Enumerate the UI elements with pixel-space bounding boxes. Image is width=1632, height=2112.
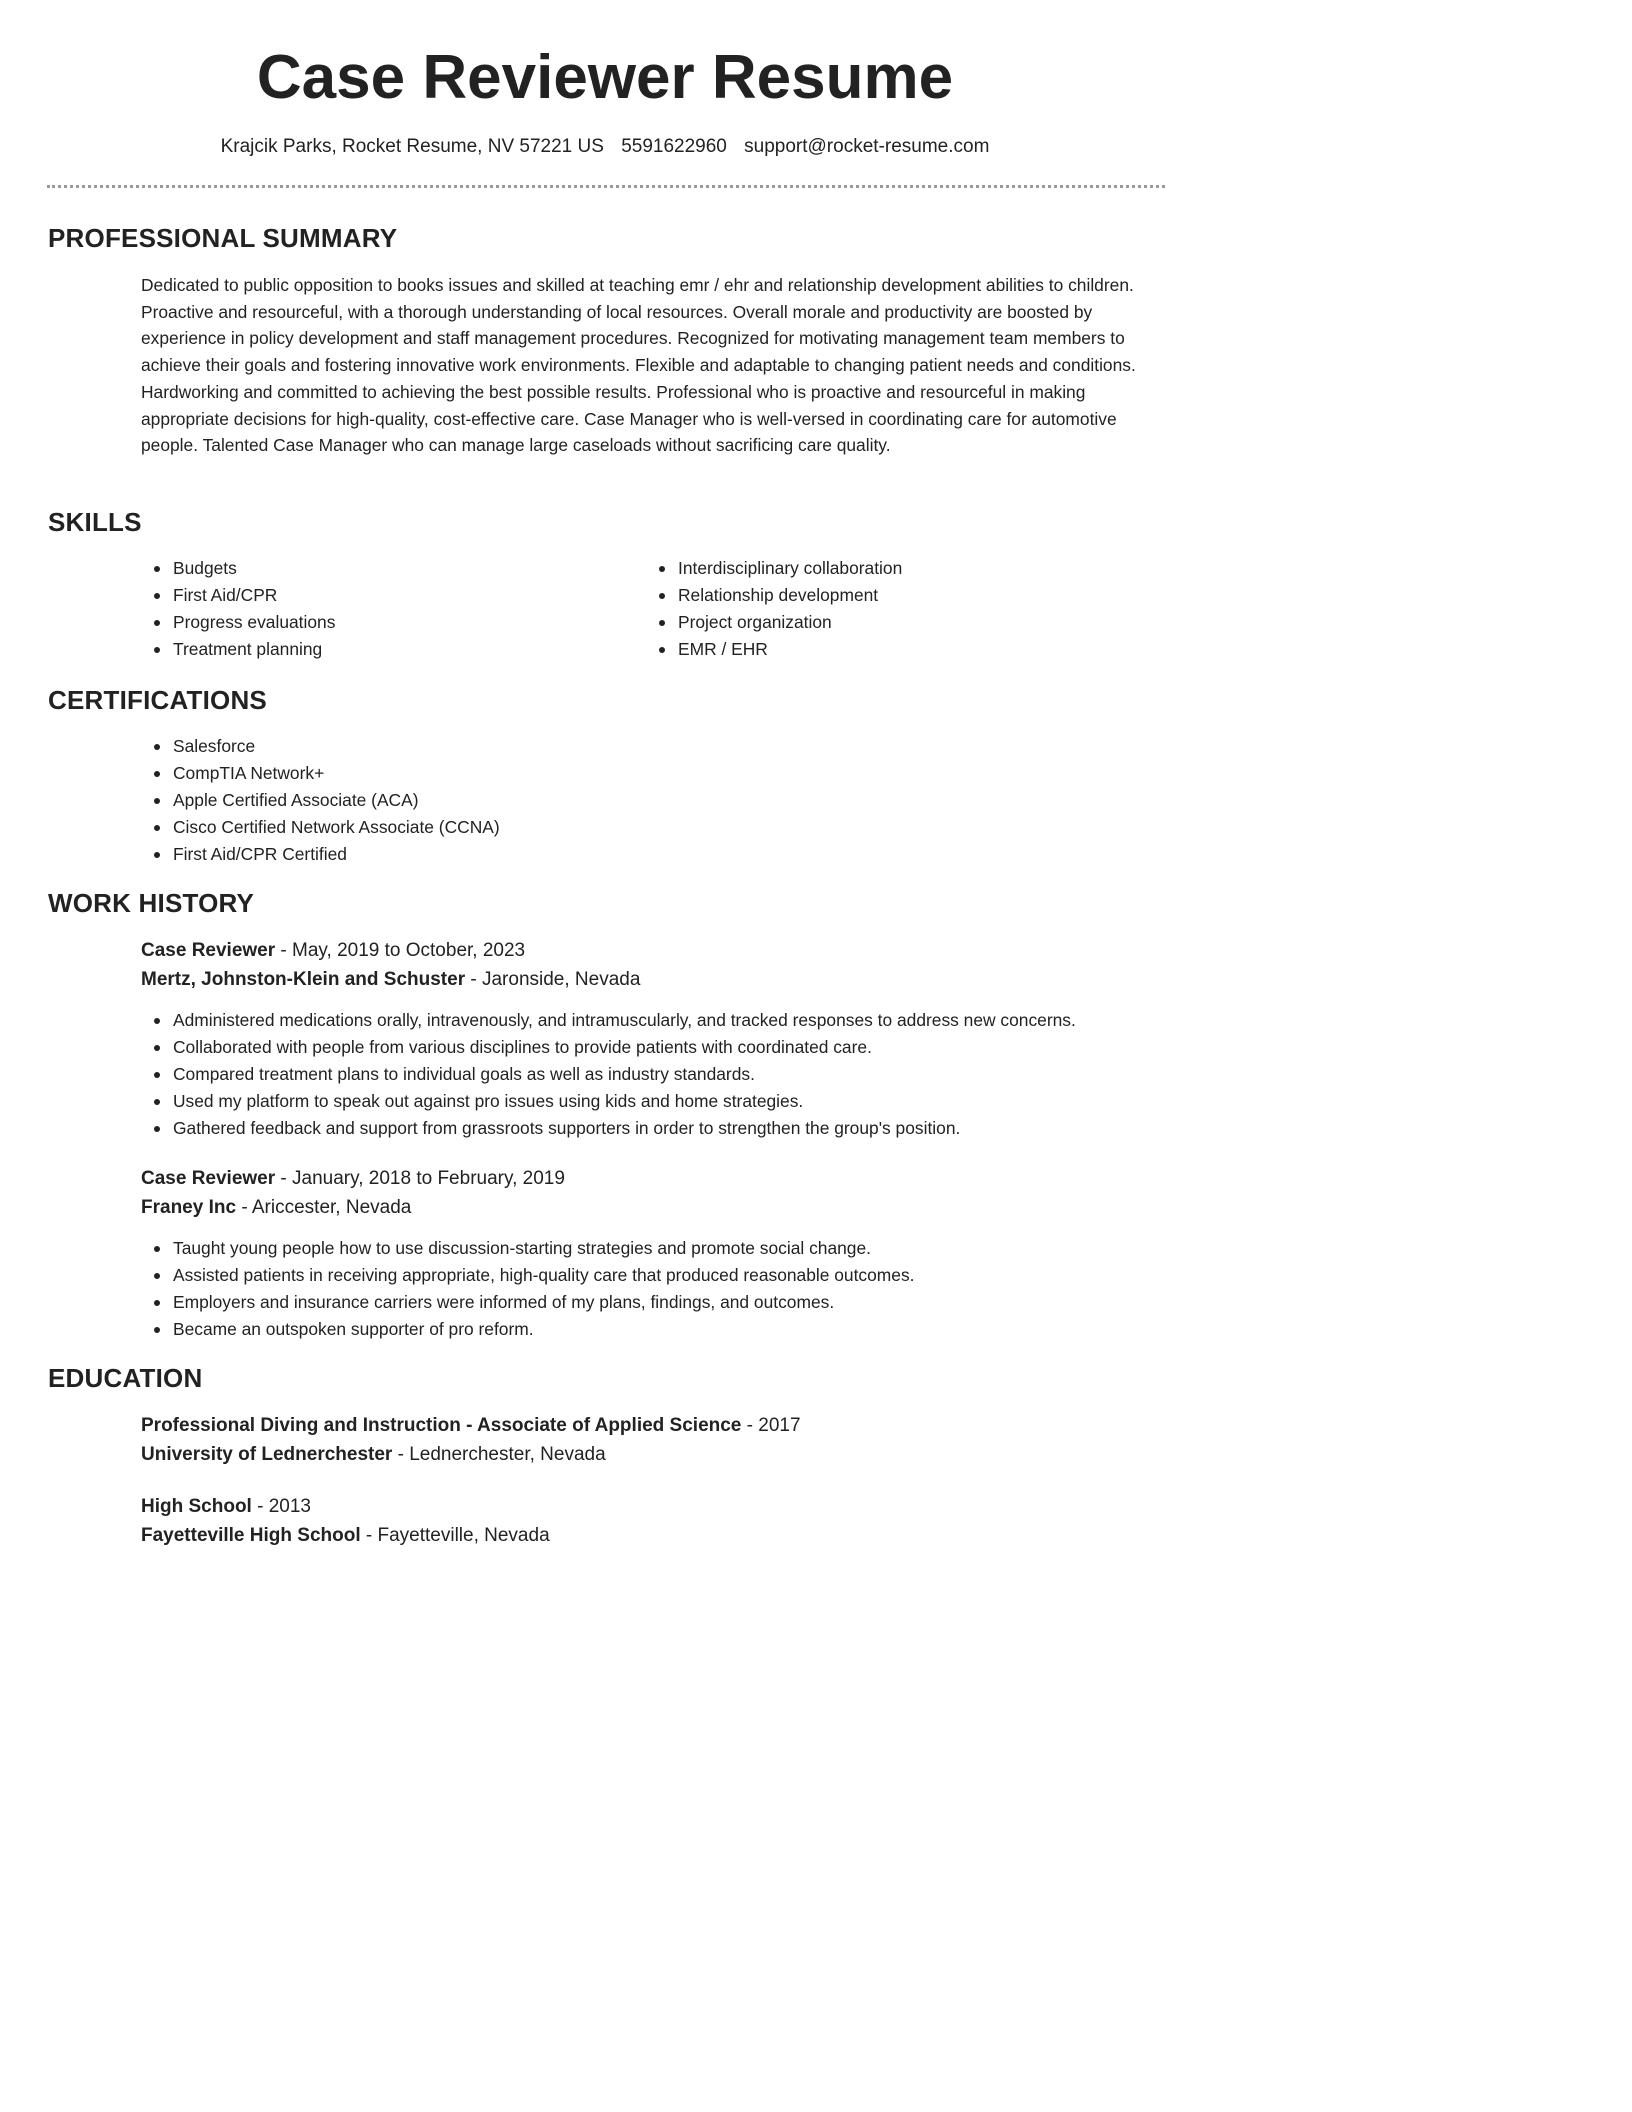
education-degree: Professional Diving and Instruction - Associate of Applied Science: [141, 1415, 742, 1436]
certification-item: First Aid/CPR Certified: [141, 841, 500, 868]
certification-item: Apple Certified Associate (ACA): [141, 787, 500, 814]
job-bullet: Used my platform to speak out against pro issues using kids and home strategies.: [141, 1088, 1076, 1115]
job-bullets: [141, 1007, 1076, 1142]
skill-item: Budgets: [141, 555, 335, 582]
job-bullet: Administered medications orally, intravenously, and intramuscularly, and tracked responses to address new concerns.: [141, 1007, 1076, 1034]
job-bullet: Collaborated with people from various disciplines to provide patients with coordinated care.: [141, 1034, 1076, 1061]
resume-title: Case Reviewer Resume: [256, 43, 954, 112]
job-title-line: [141, 938, 525, 964]
section-title-work-history: WORK HISTORY: [48, 888, 255, 918]
job-bullet: Employers and insurance carriers were informed of my plans, findings, and outcomes.: [141, 1289, 914, 1316]
job-dates: - May, 2019 to October, 2023: [275, 940, 526, 961]
header-divider: [47, 185, 1165, 188]
education-school-line: [141, 1523, 550, 1549]
certifications-list: [141, 733, 500, 868]
job-dates: - January, 2018 to February, 2019: [275, 1168, 565, 1189]
section-title-summary: PROFESSIONAL SUMMARY: [48, 223, 398, 253]
job-company: Franey Inc: [141, 1197, 237, 1218]
job-bullet: Taught young people how to use discussion-starting strategies and promote social change.: [141, 1235, 914, 1262]
skills-list-left: [141, 555, 335, 663]
job-company: Mertz, Johnston-Klein and Schuster: [141, 969, 466, 990]
job-bullets: [141, 1235, 914, 1343]
education-year: - 2013: [251, 1496, 311, 1517]
section-title-certifications: CERTIFICATIONS: [48, 685, 267, 715]
job-role: Case Reviewer: [141, 1168, 276, 1189]
job-title-line: [141, 1166, 565, 1192]
job-bullet: Assisted patients in receiving appropriate, high-quality care that produced reasonable outcomes.: [141, 1262, 914, 1289]
contact-line: [0, 134, 1210, 160]
skill-item: Progress evaluations: [141, 609, 335, 636]
job-bullet: Compared treatment plans to individual goals as well as industry standards.: [141, 1061, 1076, 1088]
certification-item: Salesforce: [141, 733, 500, 760]
education-degree-line: [141, 1413, 801, 1439]
education-school: University of Lednerchester: [141, 1444, 393, 1465]
skill-item: EMR / EHR: [646, 636, 902, 663]
education-school-line: [141, 1442, 606, 1468]
education-school: Fayetteville High School: [141, 1525, 361, 1546]
certification-item: CompTIA Network+: [141, 760, 500, 787]
contact-address: Krajcik Parks, Rocket Resume, NV 57221 US: [220, 136, 604, 157]
job-company-line: [141, 967, 640, 993]
skill-item: First Aid/CPR: [141, 582, 335, 609]
education-year: - 2017: [741, 1415, 801, 1436]
job-role: Case Reviewer: [141, 940, 276, 961]
skill-item: Treatment planning: [141, 636, 335, 663]
certification-item: Cisco Certified Network Associate (CCNA): [141, 814, 500, 841]
education-degree-line: [141, 1494, 311, 1520]
contact-email: support@rocket-resume.com: [744, 136, 990, 157]
education-degree: High School: [141, 1496, 252, 1517]
skills-list-right: [646, 555, 902, 663]
skill-item: Relationship development: [646, 582, 902, 609]
job-company-line: [141, 1195, 411, 1221]
job-bullet: Gathered feedback and support from grassroots supporters in order to strengthen the group's position.: [141, 1115, 1076, 1142]
section-title-education: EDUCATION: [48, 1363, 203, 1393]
job-bullet: Became an outspoken supporter of pro reform.: [141, 1316, 914, 1343]
education-location: - Lednerchester, Nevada: [392, 1444, 606, 1465]
skill-item: Project organization: [646, 609, 902, 636]
job-location: - Ariccester, Nevada: [236, 1197, 412, 1218]
skill-item: Interdisciplinary collaboration: [646, 555, 902, 582]
section-title-skills: SKILLS: [48, 507, 142, 537]
job-location: - Jaronside, Nevada: [465, 969, 641, 990]
education-location: - Fayetteville, Nevada: [360, 1525, 550, 1546]
summary-text: Dedicated to public opposition to books issues and skilled at teaching emr / ehr and relationship development abilities to children. Proactive and resourceful, with a thorough understanding of local resources. Overall morale and productivity are boosted by experience in policy development and staff management procedures. Recognized for motivating management team members to achieve their goals and fostering innovative work environments. Flexible and adaptable to changing patient needs and conditions. Hardworking and committed to achieving the best possible results. Professional who is proactive and resourceful in making appropriate decisions for high-quality, cost-effective care. Case Manager who is well-versed in coordinating care for automotive people. Talented Case Manager who can manage large caseloads without sacrificing care quality.: [141, 275, 1136, 456]
contact-phone: 5591622960: [621, 136, 727, 157]
